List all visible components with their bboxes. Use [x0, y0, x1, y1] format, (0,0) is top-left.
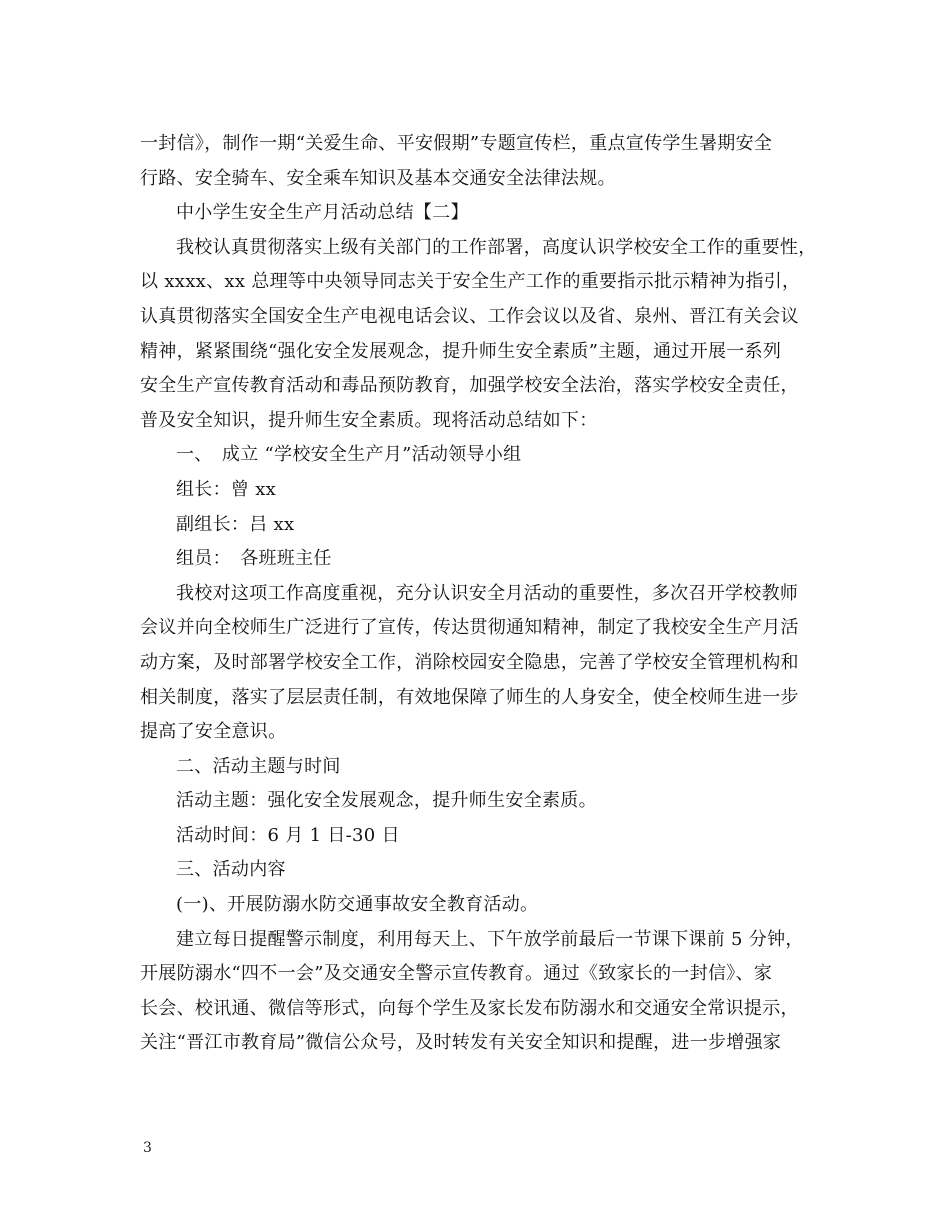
- text-line: 我校对这项工作高度重视，充分认识安全月活动的重要性，多次召开学校教师: [176, 582, 799, 604]
- text-line: 关注“晋江市教育局”微信公众号，及时转发有关安全知识和提醒，进一步增强家: [140, 1032, 782, 1054]
- text-line: 一封信》，制作一期“关爱生命、平安假期”专题宣传栏，重点宣传学生暑期安全: [140, 133, 773, 154]
- text-line: 三、活动内容: [176, 859, 286, 881]
- text-line: 活动时间：6 月 1 日-30 日: [176, 824, 400, 846]
- text-line: 副组长：吕 xx: [176, 513, 295, 535]
- text-line: 行路、安全骑车、安全乘车知识及基本交通安全法律法规。: [140, 167, 616, 189]
- text-line: 组长：曾 xx: [176, 478, 277, 500]
- text-line: 建立每日提醒警示制度，利用每天上、下午放学前最后一节课下课前 5 分钟，: [176, 928, 804, 950]
- text-line: 开展防溺水“四不一会”及交通安全警示宣传教育。通过《致家长的一封信》、家: [140, 963, 773, 985]
- text-line: 安全生产宣传教育活动和毒品预防教育，加强学校安全法治，落实学校安全责任，: [140, 375, 799, 397]
- text-line: 以 xxxx、xx 总理等中央领导同志关于安全生产工作的重要指示批示精神为指引，: [140, 271, 801, 293]
- text-line: (一)、开展防溺水防交通事故安全教育活动。: [176, 894, 539, 916]
- text-line: 会议并向全校师生广泛进行了宣传，传达贯彻通知精神，制定了我校安全生产月活: [140, 617, 799, 639]
- text-line: 精神，紧紧围绕“强化安全发展观念，提升师生安全素质”主题，通过开展一系列: [140, 340, 782, 362]
- text-line: 我校认真贯彻落实上级有关部门的工作部署，高度认识学校安全工作的重要性，: [176, 236, 817, 258]
- text-line: 活动主题：强化安全发展观念，提升师生安全素质。: [176, 790, 597, 812]
- text-line: 普及安全知识，提升师生安全素质。现将活动总结如下：: [140, 409, 598, 431]
- text-line: 动方案，及时部署学校安全工作，消除校园安全隐患，完善了学校安全管理机构和: [140, 651, 799, 673]
- text-line: 一、 成立 “学校安全生产月”活动领导小组: [176, 444, 522, 466]
- text-line: 组员： 各班班主任: [176, 548, 332, 570]
- text-line: 相关制度，落实了层层责任制，有效地保障了师生的人身安全，使全校师生进一步: [140, 686, 799, 708]
- text-line: 长会、校讯通、微信等形式，向每个学生及家长发布防溺水和交通安全常识提示，: [140, 997, 799, 1019]
- text-line: 二、活动主题与时间: [176, 755, 341, 777]
- text-line: 提高了安全意识。: [140, 721, 287, 743]
- page-number: 3: [143, 1140, 152, 1156]
- text-line: 认真贯彻落实全国安全生产电视电话会议、工作会议以及省、泉州、晋江有关会议: [140, 305, 799, 327]
- text-line: 中小学生安全生产月活动总结【二】: [176, 202, 469, 224]
- body-text: [140, 127, 820, 1061]
